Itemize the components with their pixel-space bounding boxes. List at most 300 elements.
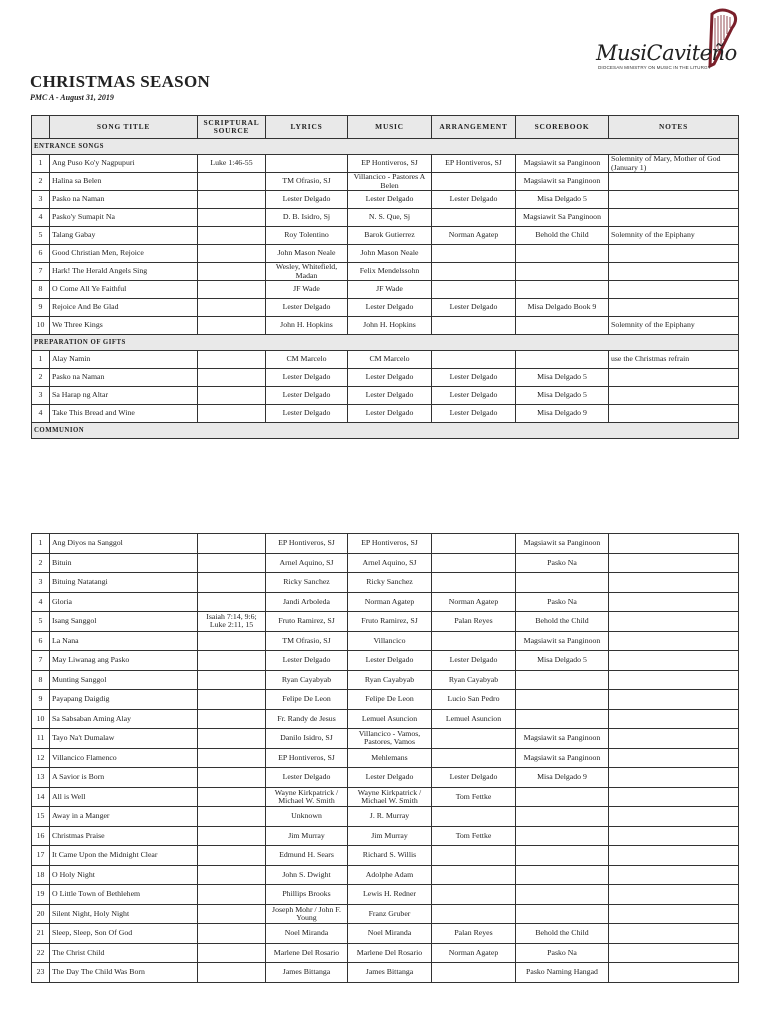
arrangement: Tom Fettke (432, 787, 516, 807)
scriptural-source (198, 281, 266, 299)
songs-table-entrance-gifts (31, 115, 739, 439)
song-title: O Holy Night (50, 865, 198, 885)
song-number: 6 (32, 631, 50, 651)
music: Mehlemans (348, 748, 432, 768)
notes (609, 807, 739, 827)
header-scorebook: SCOREBOOK (516, 116, 609, 139)
scriptural-source (198, 553, 266, 573)
notes (609, 826, 739, 846)
song-title: Sa Harap ng Altar (50, 387, 198, 405)
scriptural-source (198, 387, 266, 405)
song-title: The Day The Child Was Born (50, 963, 198, 983)
table-row (32, 351, 739, 369)
scorebook (516, 351, 609, 369)
ministry-logo (596, 8, 738, 78)
lyrics: Joseph Mohr / John F. Young (266, 904, 348, 924)
lyrics: Ricky Sanchez (266, 573, 348, 593)
scriptural-source (198, 924, 266, 944)
scriptural-source (198, 651, 266, 671)
notes (609, 651, 739, 671)
music: Marlene Del Rosario (348, 943, 432, 963)
arrangement (432, 553, 516, 573)
arrangement (432, 209, 516, 227)
song-number: 3 (32, 573, 50, 593)
notes (609, 191, 739, 209)
arrangement: Norman Agatep (432, 943, 516, 963)
notes (609, 846, 739, 866)
scorebook: Misa Delgado Book 9 (516, 299, 609, 317)
table-row (32, 263, 739, 281)
song-title: La Nana (50, 631, 198, 651)
song-number: 1 (32, 534, 50, 554)
music: EP Hontiveros, SJ (348, 155, 432, 173)
scriptural-source: Isaiah 7:14, 9:6; Luke 2:11, 15 (198, 612, 266, 632)
music: EP Hontiveros, SJ (348, 534, 432, 554)
scriptural-source (198, 227, 266, 245)
notes (609, 281, 739, 299)
table-row (32, 534, 739, 554)
song-number: 20 (32, 904, 50, 924)
music: Lewis H. Redner (348, 885, 432, 905)
lyrics: Noel Miranda (266, 924, 348, 944)
table-row (32, 690, 739, 710)
song-title: Alay Namin (50, 351, 198, 369)
arrangement (432, 885, 516, 905)
notes (609, 885, 739, 905)
scorebook: Behold the Child (516, 227, 609, 245)
logo-tagline: DIOCESAN MINISTRY ON MUSIC IN THE LITURGY (598, 65, 711, 70)
song-number: 14 (32, 787, 50, 807)
table-row (32, 173, 739, 191)
scorebook (516, 317, 609, 335)
scorebook (516, 670, 609, 690)
table-row (32, 612, 739, 632)
lyrics: Fr. Randy de Jesus (266, 709, 348, 729)
table-row (32, 387, 739, 405)
scorebook: Magsiawit Sa Panginoon (516, 209, 609, 227)
arrangement (432, 534, 516, 554)
songs-table-communion (31, 533, 739, 983)
music: Lester Delgado (348, 387, 432, 405)
song-number: 8 (32, 670, 50, 690)
page-subtitle: PMC A - August 31, 2019 (30, 93, 114, 102)
scorebook (516, 826, 609, 846)
lyrics: TM Ofrasio, SJ (266, 631, 348, 651)
arrangement (432, 631, 516, 651)
notes (609, 787, 739, 807)
table-row (32, 885, 739, 905)
notes (609, 405, 739, 423)
header-lyrics: LYRICS (266, 116, 348, 139)
song-number: 12 (32, 748, 50, 768)
scorebook (516, 807, 609, 827)
song-title: The Christ Child (50, 943, 198, 963)
scorebook: Misa Delgado 5 (516, 191, 609, 209)
song-title: Take This Bread and Wine (50, 405, 198, 423)
lyrics: Felipe De Leon (266, 690, 348, 710)
song-title: Rejoice And Be Glad (50, 299, 198, 317)
notes (609, 943, 739, 963)
scorebook: Magsiawit sa Panginoon (516, 729, 609, 749)
song-number: 13 (32, 768, 50, 788)
scriptural-source (198, 263, 266, 281)
lyrics: CM Marcelo (266, 351, 348, 369)
scriptural-source (198, 943, 266, 963)
scorebook (516, 865, 609, 885)
song-number: 9 (32, 299, 50, 317)
arrangement (432, 281, 516, 299)
song-number: 3 (32, 191, 50, 209)
music: Villancico - Vamos, Pastores, Vamos (348, 729, 432, 749)
arrangement: Lucio San Pedro (432, 690, 516, 710)
music: Wayne Kirkpatrick / Michael W. Smith (348, 787, 432, 807)
notes (609, 263, 739, 281)
scriptural-source (198, 729, 266, 749)
scriptural-source (198, 748, 266, 768)
arrangement (432, 807, 516, 827)
song-title: Payapang Daigdig (50, 690, 198, 710)
scriptural-source (198, 807, 266, 827)
notes (609, 904, 739, 924)
scriptural-source (198, 173, 266, 191)
song-number: 4 (32, 405, 50, 423)
notes (609, 209, 739, 227)
music: Arnel Aquino, SJ (348, 553, 432, 573)
arrangement (432, 245, 516, 263)
scorebook: Magsiawit sa Panginoon (516, 748, 609, 768)
scorebook: Behold the Child (516, 612, 609, 632)
song-title: Halina sa Belen (50, 173, 198, 191)
arrangement (432, 846, 516, 866)
arrangement (432, 729, 516, 749)
music: Lester Delgado (348, 191, 432, 209)
scriptural-source (198, 534, 266, 554)
scorebook (516, 281, 609, 299)
notes (609, 369, 739, 387)
lyrics: EP Hontiveros, SJ (266, 748, 348, 768)
scorebook: Magsiawit sa Panginoon (516, 155, 609, 173)
scriptural-source (198, 351, 266, 369)
arrangement: Norman Agatep (432, 592, 516, 612)
music: Noel Miranda (348, 924, 432, 944)
scriptural-source (198, 573, 266, 593)
section-label: PREPARATION OF GIFTS (32, 335, 739, 351)
arrangement: Tom Fettke (432, 826, 516, 846)
song-title: Tayo Na't Dumalaw (50, 729, 198, 749)
notes: use the Christmas refrain (609, 351, 739, 369)
song-title: Talang Gabay (50, 227, 198, 245)
song-number: 9 (32, 690, 50, 710)
table-row (32, 553, 739, 573)
lyrics: Wesley, Whitefield, Madan (266, 263, 348, 281)
notes (609, 573, 739, 593)
scorebook: Misa Delgado 5 (516, 651, 609, 671)
song-number: 21 (32, 924, 50, 944)
section-label: ENTRANCE SONGS (32, 139, 739, 155)
song-number: 5 (32, 612, 50, 632)
table-row (32, 924, 739, 944)
table-row (32, 299, 739, 317)
table-row (32, 592, 739, 612)
song-title: It Came Upon the Midnight Clear (50, 846, 198, 866)
lyrics: D. B. Isidro, Sj (266, 209, 348, 227)
arrangement: Palan Reyes (432, 924, 516, 944)
song-title: Sa Sabsaban Aming Alay (50, 709, 198, 729)
lyrics: Lester Delgado (266, 299, 348, 317)
music: Franz Gruber (348, 904, 432, 924)
table-row (32, 191, 739, 209)
song-number: 22 (32, 943, 50, 963)
header-scriptural-source: SCRIPTURAL SOURCE (198, 116, 266, 139)
arrangement (432, 317, 516, 335)
notes (609, 768, 739, 788)
table-header-row (32, 116, 739, 139)
table-row (32, 369, 739, 387)
song-title: Bituin (50, 553, 198, 573)
scriptural-source: Luke 1:46-55 (198, 155, 266, 173)
music: Lester Delgado (348, 651, 432, 671)
lyrics: John H. Hopkins (266, 317, 348, 335)
scriptural-source (198, 405, 266, 423)
table-row (32, 281, 739, 299)
arrangement: Lester Delgado (432, 191, 516, 209)
scriptural-source (198, 885, 266, 905)
header-cell-number (32, 116, 50, 139)
lyrics: Lester Delgado (266, 191, 348, 209)
music: Adolphe Adam (348, 865, 432, 885)
scorebook (516, 263, 609, 281)
header-arrangement: ARRANGEMENT (432, 116, 516, 139)
song-title: Ang Puso Ko'y Nagpupuri (50, 155, 198, 173)
song-number: 4 (32, 592, 50, 612)
song-number: 18 (32, 865, 50, 885)
music: Fruto Ramirez, SJ (348, 612, 432, 632)
lyrics: James Bittanga (266, 963, 348, 983)
lyrics: Roy Tolentino (266, 227, 348, 245)
song-number: 17 (32, 846, 50, 866)
song-number: 2 (32, 173, 50, 191)
music: N. S. Que, Sj (348, 209, 432, 227)
section-label: COMMUNION (32, 423, 739, 439)
music: James Bittanga (348, 963, 432, 983)
section-header-row (32, 335, 739, 351)
table-row (32, 405, 739, 423)
music: J. R. Murray (348, 807, 432, 827)
scorebook (516, 573, 609, 593)
scorebook: Misa Delgado 9 (516, 768, 609, 788)
music: JF Wade (348, 281, 432, 299)
song-number: 19 (32, 885, 50, 905)
song-title: May Liwanag ang Pasko (50, 651, 198, 671)
scorebook: Behold the Child (516, 924, 609, 944)
table-row (32, 768, 739, 788)
song-title: Gloria (50, 592, 198, 612)
arrangement (432, 963, 516, 983)
song-number: 10 (32, 317, 50, 335)
table-row (32, 245, 739, 263)
arrangement: EP Hontiveros, SJ (432, 155, 516, 173)
lyrics: Marlene Del Rosario (266, 943, 348, 963)
scriptural-source (198, 369, 266, 387)
table-row (32, 963, 739, 983)
arrangement: Lester Delgado (432, 651, 516, 671)
song-title: All is Well (50, 787, 198, 807)
music: John Mason Neale (348, 245, 432, 263)
music: Ricky Sanchez (348, 573, 432, 593)
arrangement: Lester Delgado (432, 369, 516, 387)
music: Ryan Cayabyab (348, 670, 432, 690)
song-number: 7 (32, 651, 50, 671)
music: Norman Agatep (348, 592, 432, 612)
scriptural-source (198, 631, 266, 651)
lyrics: Arnel Aquino, SJ (266, 553, 348, 573)
scorebook (516, 245, 609, 263)
song-number: 6 (32, 245, 50, 263)
arrangement (432, 263, 516, 281)
song-number: 2 (32, 553, 50, 573)
lyrics: Lester Delgado (266, 651, 348, 671)
music: Lester Delgado (348, 369, 432, 387)
scorebook: Misa Delgado 9 (516, 405, 609, 423)
music: Jim Murray (348, 826, 432, 846)
music: Lester Delgado (348, 299, 432, 317)
notes (609, 963, 739, 983)
lyrics: Lester Delgado (266, 387, 348, 405)
song-number: 4 (32, 209, 50, 227)
song-number: 23 (32, 963, 50, 983)
lyrics: Jim Murray (266, 826, 348, 846)
music: CM Marcelo (348, 351, 432, 369)
notes (609, 173, 739, 191)
lyrics: TM Ofrasio, SJ (266, 173, 348, 191)
scriptural-source (198, 245, 266, 263)
scorebook (516, 709, 609, 729)
header-music: MUSIC (348, 116, 432, 139)
notes (609, 865, 739, 885)
table-row (32, 155, 739, 173)
table-row (32, 651, 739, 671)
lyrics: Lester Delgado (266, 369, 348, 387)
scriptural-source (198, 826, 266, 846)
song-number: 1 (32, 155, 50, 173)
song-number: 7 (32, 263, 50, 281)
section-header-row (32, 139, 739, 155)
song-title: Pasko na Naman (50, 191, 198, 209)
scriptural-source (198, 865, 266, 885)
lyrics: EP Hontiveros, SJ (266, 534, 348, 554)
scorebook (516, 846, 609, 866)
notes (609, 631, 739, 651)
table-row (32, 631, 739, 651)
song-number: 16 (32, 826, 50, 846)
notes (609, 612, 739, 632)
scorebook: Misa Delgado 5 (516, 387, 609, 405)
table-row (32, 826, 739, 846)
song-title: Bituing Natatangi (50, 573, 198, 593)
arrangement (432, 173, 516, 191)
notes (609, 748, 739, 768)
lyrics: Phillips Brooks (266, 885, 348, 905)
table-row (32, 904, 739, 924)
table-row (32, 846, 739, 866)
lyrics: JF Wade (266, 281, 348, 299)
arrangement (432, 904, 516, 924)
notes: Solemnity of the Epiphany (609, 317, 739, 335)
arrangement (432, 351, 516, 369)
song-title: O Come All Ye Faithful (50, 281, 198, 299)
music: Felipe De Leon (348, 690, 432, 710)
song-title: Silent Night, Holy Night (50, 904, 198, 924)
table-row (32, 227, 739, 245)
song-title: Ang Diyos na Sanggol (50, 534, 198, 554)
notes (609, 670, 739, 690)
scriptural-source (198, 592, 266, 612)
scriptural-source (198, 787, 266, 807)
music: Lester Delgado (348, 768, 432, 788)
song-title: Good Christian Men, Rejoice (50, 245, 198, 263)
notes: Solemnity of the Epiphany (609, 227, 739, 245)
song-title: Hark! The Herald Angels Sing (50, 263, 198, 281)
song-title: Pasko na Naman (50, 369, 198, 387)
lyrics: Lester Delgado (266, 405, 348, 423)
scriptural-source (198, 963, 266, 983)
arrangement (432, 865, 516, 885)
lyrics: John S. Dwight (266, 865, 348, 885)
lyrics: Danilo Isidro, SJ (266, 729, 348, 749)
song-number: 1 (32, 351, 50, 369)
scriptural-source (198, 670, 266, 690)
arrangement: Ryan Cayabyab (432, 670, 516, 690)
arrangement: Lemuel Asuncion (432, 709, 516, 729)
scorebook: Pasko Na (516, 553, 609, 573)
scriptural-source (198, 690, 266, 710)
music: Lester Delgado (348, 405, 432, 423)
song-title: Villancico Flamenco (50, 748, 198, 768)
table-row (32, 748, 739, 768)
notes (609, 592, 739, 612)
page-title: CHRISTMAS SEASON (30, 72, 211, 91)
song-title: A Savior is Born (50, 768, 198, 788)
song-title: Pasko'y Sumapit Na (50, 209, 198, 227)
notes (609, 553, 739, 573)
arrangement: Lester Delgado (432, 299, 516, 317)
notes: Solemnity of Mary, Mother of God (January 1) (609, 155, 739, 173)
logo-wordmark: MusiCaviteño (596, 41, 737, 65)
notes (609, 534, 739, 554)
table-row (32, 209, 739, 227)
music: Barok Gutierrez (348, 227, 432, 245)
section-header-row (32, 423, 739, 439)
table-row (32, 573, 739, 593)
music: Felix Mendelssohn (348, 263, 432, 281)
scriptural-source (198, 317, 266, 335)
table-row (32, 709, 739, 729)
notes (609, 299, 739, 317)
scorebook (516, 690, 609, 710)
scorebook: Misa Delgado 5 (516, 369, 609, 387)
song-number: 2 (32, 369, 50, 387)
song-title: Isang Sanggol (50, 612, 198, 632)
arrangement (432, 748, 516, 768)
table-row (32, 865, 739, 885)
song-title: Munting Sanggol (50, 670, 198, 690)
lyrics: Lester Delgado (266, 768, 348, 788)
scorebook: Magsiawit sa Panginoon (516, 631, 609, 651)
notes (609, 709, 739, 729)
arrangement: Palan Reyes (432, 612, 516, 632)
header-song-title: SONG TITLE (50, 116, 198, 139)
scorebook: Pasko Na (516, 943, 609, 963)
